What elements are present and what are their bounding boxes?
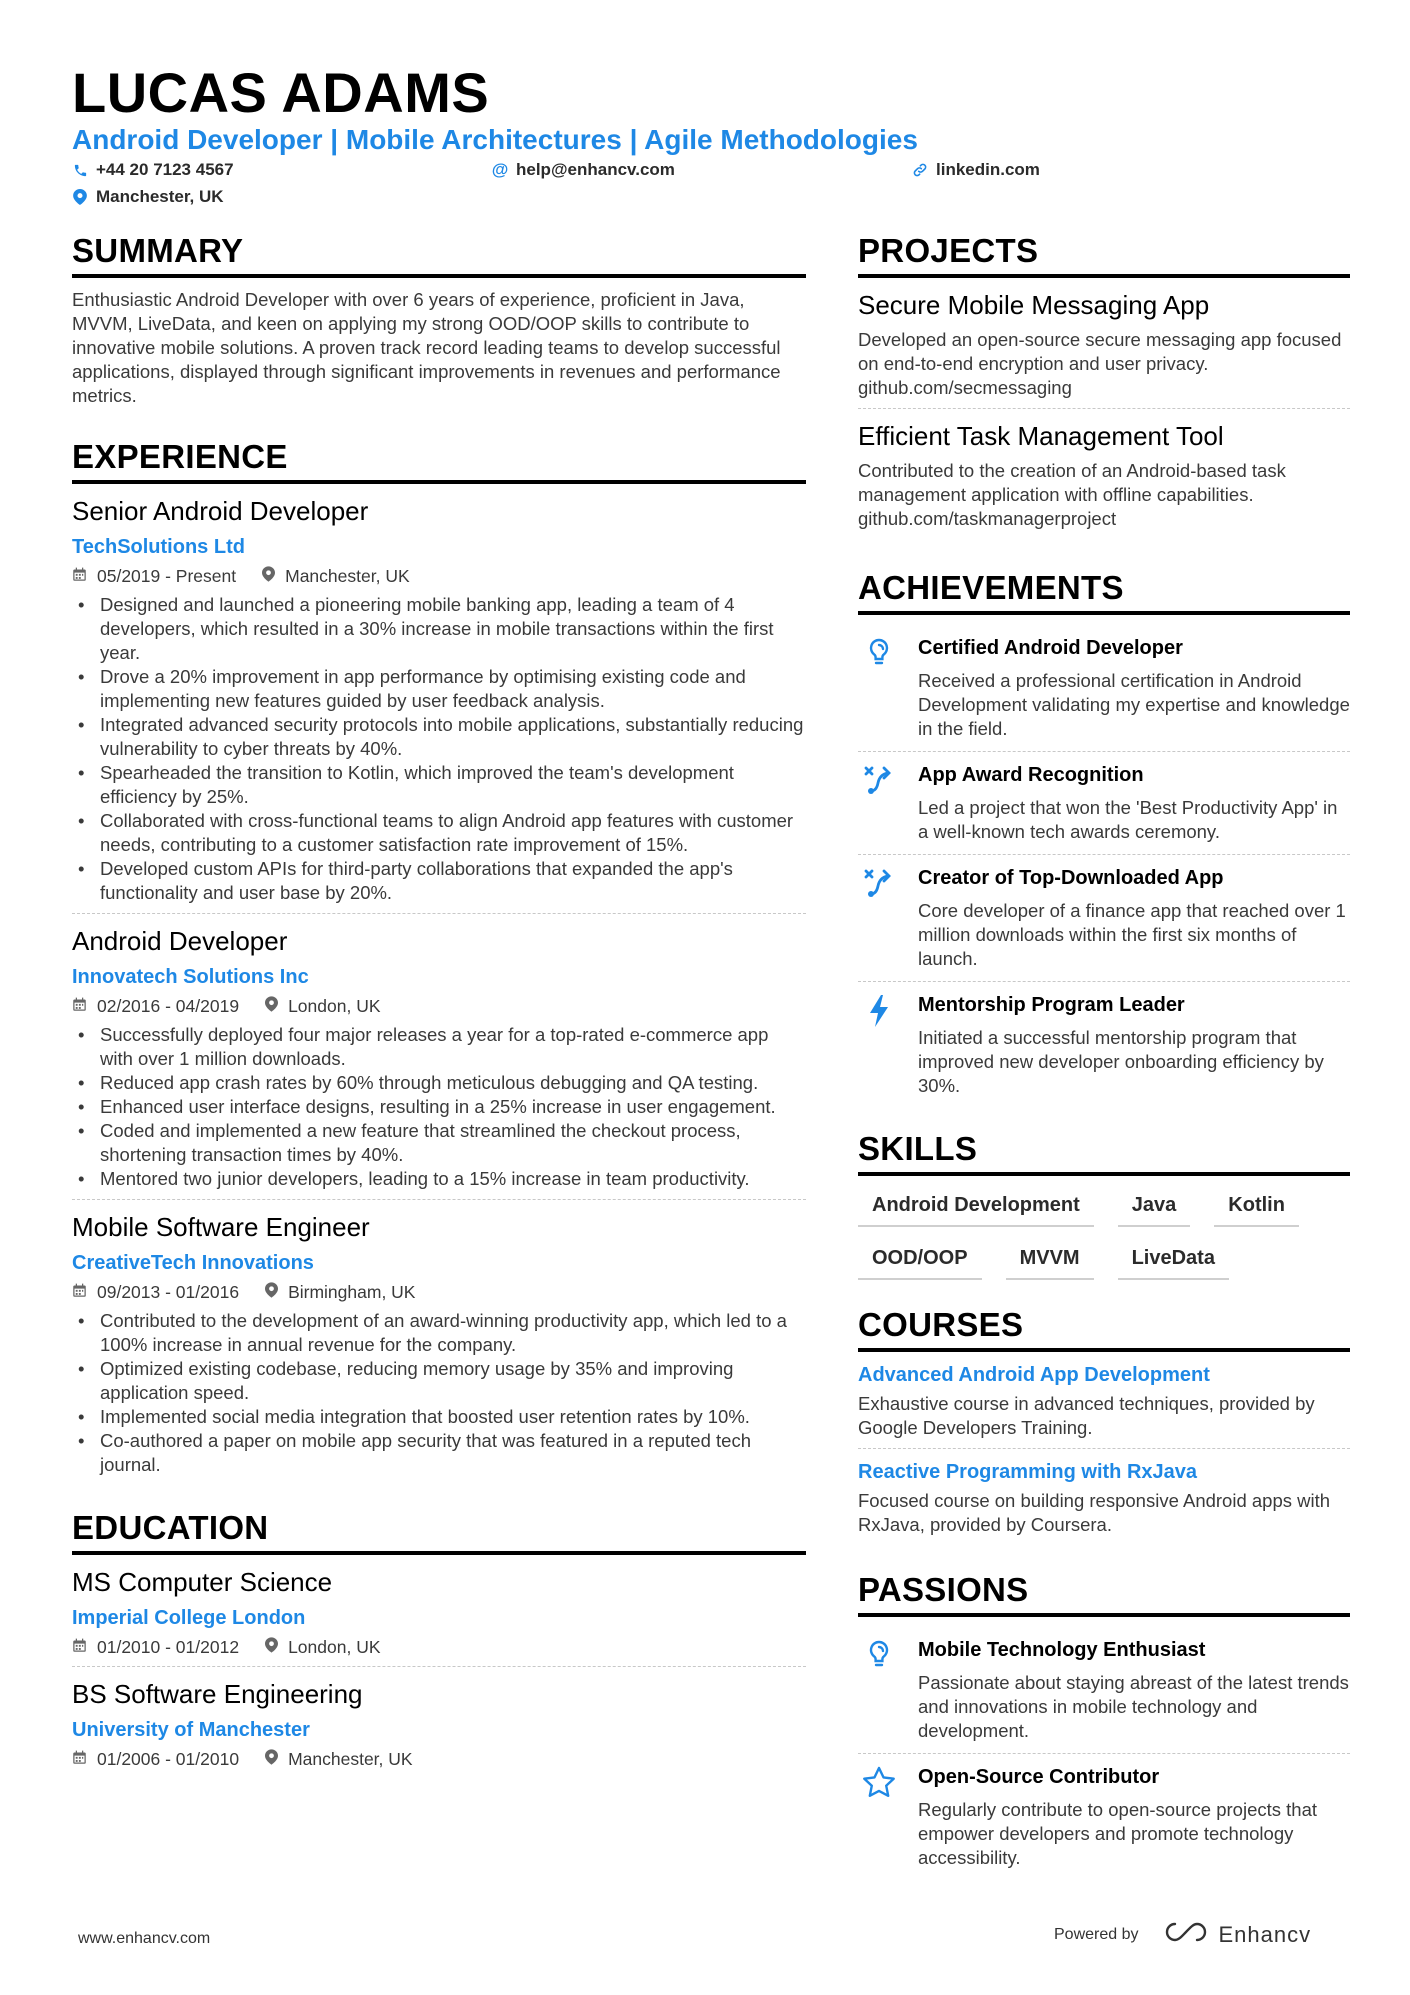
job-title: Android Developer [72,926,288,956]
job-bullets [72,1309,806,1477]
job-bullets [72,593,806,905]
job-meta [72,1282,806,1303]
education-location: London, UK [288,1637,381,1657]
job-meta [72,566,806,587]
achievement-title: Creator of Top-Downloaded App [918,867,1224,889]
infinity-logo-icon [1163,1920,1209,1950]
email-text[interactable]: help@enhancv.com [516,160,675,179]
achievement-description: Led a project that won the 'Best Productivity App' in a well-known tech awards ceremony. [918,797,1338,842]
course-description: Focused course on building responsive Android apps with RxJava, provided by Coursera. [858,1490,1331,1535]
contact-email [492,160,675,180]
achievement-description: Initiated a successful mentorship program that improved new developer onboarding efficiency by 30%. [918,1027,1324,1096]
bullet-item: • Developed custom APIs for third-party collaborations that expanded the app's functionality and user base by 20%. [72,857,806,905]
education-location: Manchester, UK [288,1749,413,1769]
route-icon [858,865,900,971]
job-dates: 09/2013 - 01/2016 [97,1282,240,1302]
company-name: Innovatech Solutions Inc [72,966,309,988]
bullet-item: • Successfully deployed four major releases a year for a top-rated e-commerce app with over 1 million downloads. [72,1023,806,1071]
bullet-item: • Collaborated with cross-functional teams to align Android app features with customer needs, contributing to a customer satisfaction rate improvement of 15%. [72,809,806,857]
project-title: Efficient Task Management Tool [858,421,1224,451]
course-description: Exhaustive course in advanced techniques, provided by Google Developers Training. [858,1393,1315,1438]
course-title: Reactive Programming with RxJava [858,1461,1198,1483]
project-description: Developed an open-source secure messaging app focused on end-to-end encryption and user privacy. github.com/secmessaging [858,329,1342,398]
powered-by-label: Powered by [1054,1926,1139,1943]
skill-tag: Android Development [858,1192,1094,1227]
education-section [72,1509,806,1778]
job-bullets [72,1023,806,1191]
bullet-item: • Optimized existing codebase, reducing memory usage by 35% and improving application speed. [72,1357,806,1405]
contact-linkedin [912,160,1040,180]
location-pin-icon [265,1637,278,1658]
location-pin-icon [72,189,88,205]
job-location: Manchester, UK [285,566,410,586]
course-entry [858,1362,1350,1449]
job-title: Senior Android Developer [72,496,369,526]
company-name: TechSolutions Ltd [72,536,245,558]
bullet-item: • Coded and implemented a new feature that streamlined the checkout process, shortening transaction times by 40%. [72,1119,806,1167]
education-meta [72,1749,806,1770]
calendar-icon [72,1749,87,1770]
project-title: Secure Mobile Messaging App [858,290,1210,320]
route-icon [858,762,900,844]
passion-title: Mobile Technology Enthusiast [918,1639,1206,1661]
education-meta [72,1637,806,1658]
bullet-item: • Co-authored a paper on mobile app security that was featured in a reputed tech journal. [72,1429,806,1477]
skills-list [858,1186,1350,1280]
location-pin-icon [265,1282,278,1303]
experience-heading: EXPERIENCE [72,438,806,484]
lightbulb-icon [858,635,900,741]
projects-section [858,232,1350,539]
phone-text[interactable]: +44 20 7123 4567 [96,160,234,179]
job-entry [72,494,806,914]
achievement-entry [858,625,1350,752]
skills-section [858,1130,1350,1280]
location-pin-icon [265,996,278,1017]
job-location: London, UK [288,996,381,1016]
degree-title: MS Computer Science [72,1567,333,1597]
skills-heading: SKILLS [858,1130,1350,1176]
passion-entry [858,1754,1350,1880]
lightbulb-icon [858,1637,900,1743]
skill-tag: MVVM [1006,1245,1094,1280]
bullet-item: • Contributed to the development of an award-winning productivity app, which led to a 100% increase in annual revenue for the company. [72,1309,806,1357]
bullet-item: • Mentored two junior developers, leading to a 15% increase in team productivity. [72,1167,806,1191]
calendar-icon [72,1282,87,1303]
education-dates: 01/2010 - 01/2012 [97,1637,240,1657]
achievements-heading: ACHIEVEMENTS [858,569,1350,615]
skill-tag: Kotlin [1214,1192,1299,1227]
achievement-title: App Award Recognition [918,764,1144,786]
project-description: Contributed to the creation of an Android-based task management application with offline capabilities. github.com/taskmanagerproject [858,460,1286,529]
projects-heading: PROJECTS [858,232,1350,278]
summary-heading: SUMMARY [72,232,806,278]
education-dates: 01/2006 - 01/2010 [97,1749,240,1769]
project-entry [858,419,1350,539]
at-icon: @ [491,160,509,179]
bullet-item: • Designed and launched a pioneering mobile banking app, leading a team of 4 developers, which resulted in a 30% increase in mobile transactions within the first year. [72,593,806,665]
star-icon [858,1764,900,1870]
job-dates: 05/2019 - Present [97,566,237,586]
achievement-entry [858,855,1350,982]
candidate-name: LUCAS ADAMS [72,61,490,124]
passions-section [858,1571,1350,1880]
achievements-section [858,569,1350,1108]
location-text: Manchester, UK [96,187,224,206]
bullet-item: • Reduced app crash rates by 60% through meticulous debugging and QA testing. [72,1071,806,1095]
achievement-title: Mentorship Program Leader [918,994,1185,1016]
company-name: CreativeTech Innovations [72,1252,314,1274]
bullet-item: • Drove a 20% improvement in app performance by optimising existing code and implementing new features guided by user feedback analysis. [72,665,806,713]
school-name: University of Manchester [72,1719,310,1741]
lightning-icon [858,992,900,1098]
passion-description: Passionate about staying abreast of the latest trends and innovations in mobile technology and development. [918,1672,1349,1741]
bullet-item: • Implemented social media integration that boosted user retention rates by 10%. [72,1405,806,1429]
left-column [72,232,806,1808]
footer-branding [1054,1920,1311,1950]
contact-phone [72,160,234,180]
skill-tag: OOD/OOP [858,1245,982,1280]
courses-heading: COURSES [858,1306,1350,1352]
summary-section [72,232,806,408]
calendar-icon [72,566,87,587]
calendar-icon [72,1637,87,1658]
job-entry [72,924,806,1200]
job-dates: 02/2016 - 04/2019 [97,996,240,1016]
bullet-item: • Spearheaded the transition to Kotlin, which improved the team's development efficiency by 25%. [72,761,806,809]
calendar-icon [72,996,87,1017]
courses-section [858,1306,1350,1545]
headline: Android Developer | Mobile Architectures | Agile Methodologies [72,124,918,155]
experience-section [72,438,806,1485]
passions-heading: PASSIONS [858,1571,1350,1617]
summary-text: Enthusiastic Android Developer with over 6 years of experience, proficient in Java, MVVM, LiveData, and keen on applying my strong OOD/OOP skills to contribute to innovative mobile solutions. A proven track record leading teams to develop successful applications, displayed through significant improvements in revenues and performance metrics. [72,289,781,406]
course-title: Advanced Android App Development [858,1364,1210,1386]
brand-logo[interactable] [1163,1920,1312,1950]
right-column [858,232,1350,1910]
achievement-description: Received a professional certification in Android Development validating my expertise and knowledge in the field. [918,670,1350,739]
location-pin-icon [265,1749,278,1770]
passion-entry [858,1627,1350,1754]
achievement-entry [858,982,1350,1108]
achievement-entry [858,752,1350,855]
school-name: Imperial College London [72,1607,306,1629]
education-entry [72,1677,806,1778]
phone-icon [72,162,88,178]
skill-tag: Java [1118,1192,1191,1227]
achievement-description: Core developer of a finance app that reached over 1 million downloads within the first six months of launch. [918,900,1346,969]
bullet-item: • Integrated advanced security protocols into mobile applications, substantially reducing vulnerability to cyber threats by 40%. [72,713,806,761]
brand-name: Enhancv [1218,1922,1312,1947]
location-pin-icon [262,566,275,587]
job-meta [72,996,806,1017]
bullet-item: • Enhanced user interface designs, resulting in a 25% increase in user engagement. [72,1095,806,1119]
linkedin-text[interactable]: linkedin.com [936,160,1040,179]
skill-tag: LiveData [1118,1245,1229,1280]
education-entry [72,1565,806,1667]
footer-website[interactable]: www.enhancv.com [78,1930,211,1947]
degree-title: BS Software Engineering [72,1679,363,1709]
education-heading: EDUCATION [72,1509,806,1555]
contact-location [72,187,224,207]
passion-title: Open-Source Contributor [918,1766,1160,1788]
course-entry [858,1459,1350,1545]
project-entry [858,288,1350,409]
link-icon [912,162,928,178]
job-entry [72,1210,806,1485]
job-title: Mobile Software Engineer [72,1212,370,1242]
job-location: Birmingham, UK [288,1282,416,1302]
passion-description: Regularly contribute to open-source projects that empower developers and promote technology accessibility. [918,1799,1317,1868]
achievement-title: Certified Android Developer [918,637,1183,659]
